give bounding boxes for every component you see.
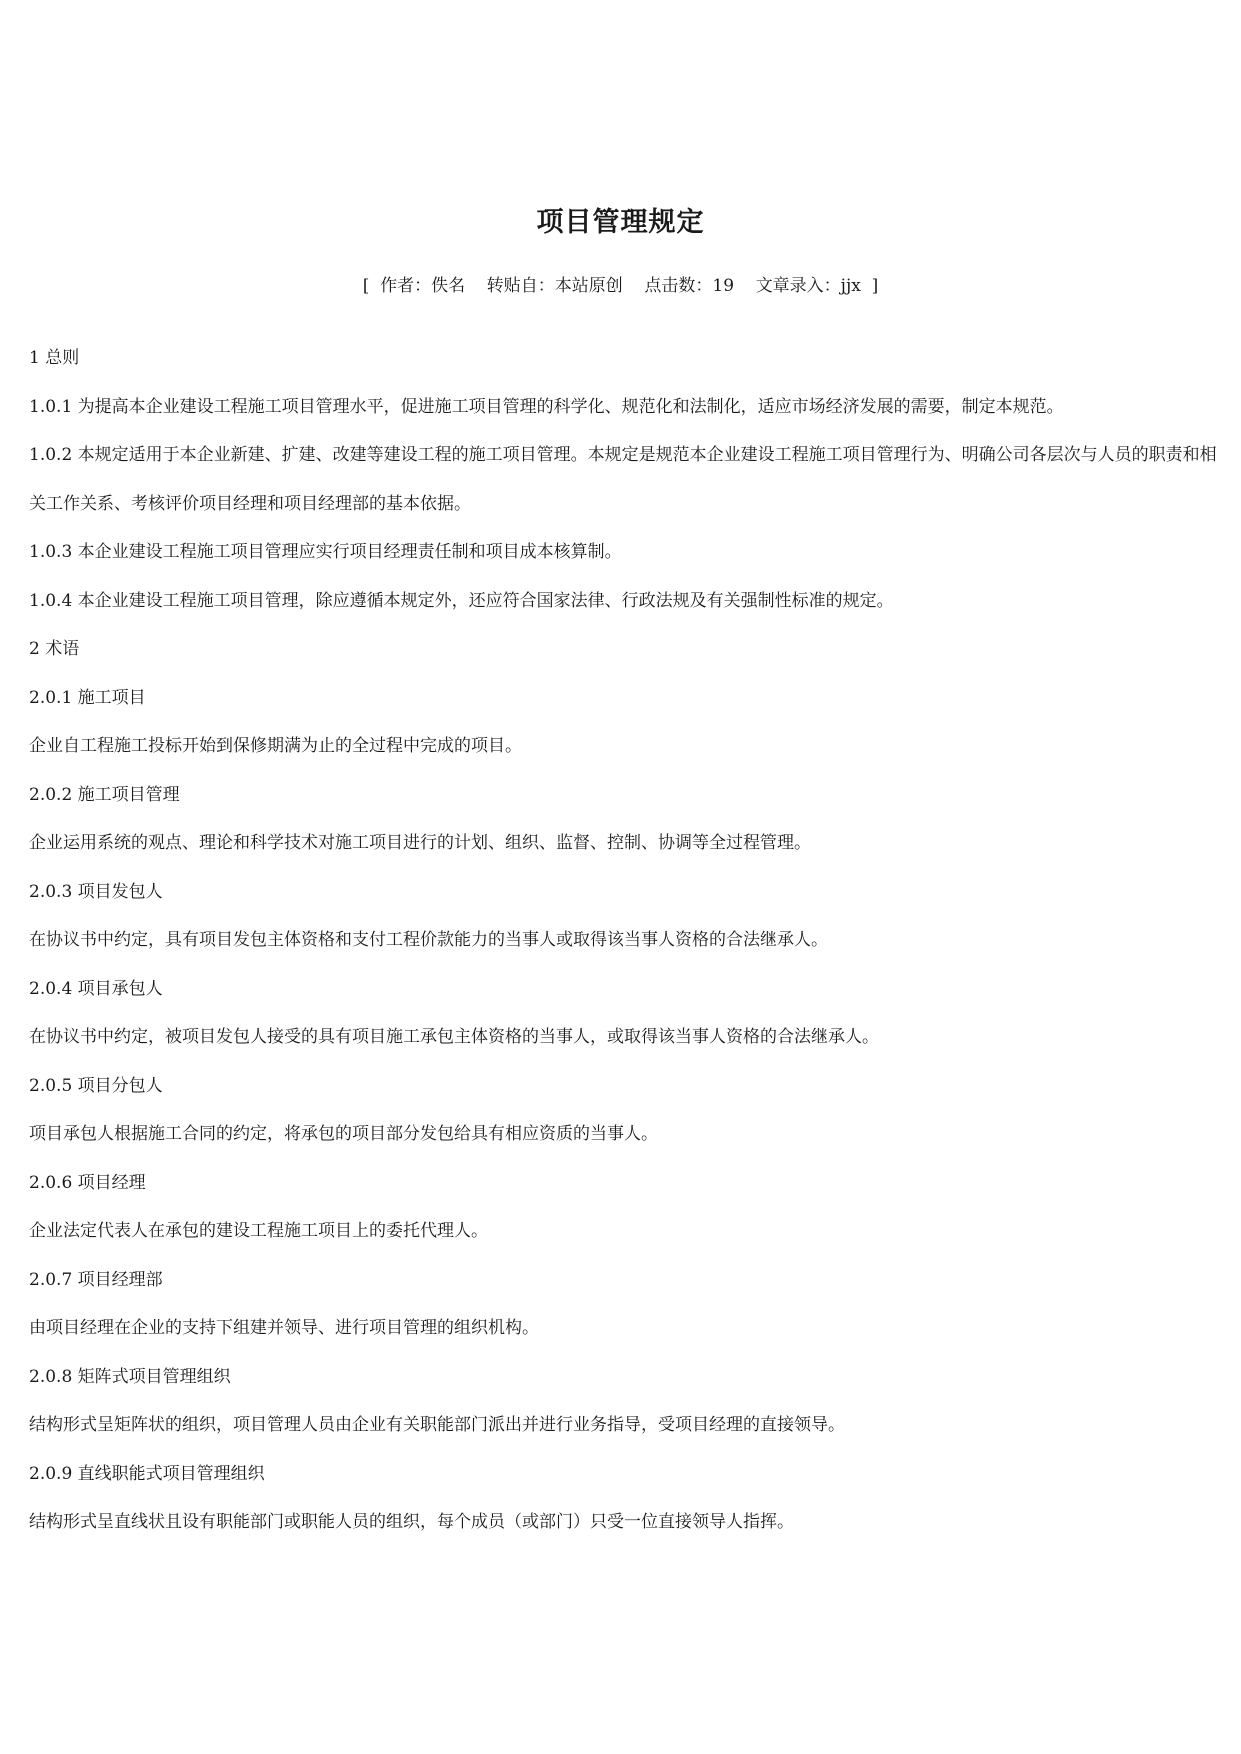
section-heading-terms: 2 术语 <box>29 639 80 659</box>
clause-1-0-2: 1.0.2 本规定适用于本企业新建、扩建、改建等建设工程的施工项目管理。本规定是规范本企业建设工程施工项目管理行为、明确公司各层次与人员的职责和相关工作关系、考核评价项目经理和项目经理部的基本依据。 <box>29 445 1217 514</box>
term-definition-2-0-8: 结构形式呈矩阵状的组织，项目管理人员由企业有关职能部门派出并进行业务指导，受项目经理的直接领导。 <box>29 1415 845 1435</box>
term-heading-2-0-1: 2.0.1 施工项目 <box>29 687 146 708</box>
term-definition-2-0-1: 企业自工程施工投标开始到保修期满为止的全过程中完成的项目。 <box>29 736 522 756</box>
meta-clicks: 点击数：19 <box>644 276 735 296</box>
term-heading-2-0-2: 2.0.2 施工项目管理 <box>29 784 180 805</box>
meta-source: 转贴自：本站原创 <box>486 276 623 296</box>
term-definition-2-0-2: 企业运用系统的观点、理论和科学技术对施工项目进行的计划、组织、监督、控制、协调等全过程管理。 <box>29 833 811 853</box>
term-heading-2-0-3: 2.0.3 项目发包人 <box>29 881 163 902</box>
term-definition-2-0-5: 项目承包人根据施工合同的约定，将承包的项目部分发包给具有相应资质的当事人。 <box>29 1124 658 1144</box>
term-definition-2-0-4: 在协议书中约定，被项目发包人接受的具有项目施工承包主体资格的当事人，或取得该当事人资格的合法继承人。 <box>29 1027 879 1047</box>
clause-1-0-4: 1.0.4 本企业建设工程施工项目管理，除应遵循本规定外，还应符合国家法律、行政法规及有关强制性标准的规定。 <box>29 590 894 611</box>
meta-author: 作者：佚名 <box>380 276 466 296</box>
section-heading-general: 1 总则 <box>29 348 80 368</box>
clause-1-0-1: 1.0.1 为提高本企业建设工程施工项目管理水平，促进施工项目管理的科学化、规范化和法制化，适应市场经济发展的需要，制定本规范。 <box>29 396 1064 417</box>
clause-1-0-3: 1.0.3 本企业建设工程施工项目管理应实行项目经理责任制和项目成本核算制。 <box>29 542 622 562</box>
meta-open-bracket: [ <box>362 276 370 296</box>
article-meta <box>0 274 1241 298</box>
term-definition-2-0-6: 企业法定代表人在承包的建设工程施工项目上的委托代理人。 <box>29 1221 488 1241</box>
term-heading-2-0-4: 2.0.4 项目承包人 <box>29 978 163 999</box>
term-definition-2-0-9: 结构形式呈直线状且设有职能部门或职能人员的组织，每个成员（或部门）只受一位直接领导人指挥。 <box>29 1512 794 1532</box>
term-heading-2-0-7: 2.0.7 项目经理部 <box>29 1269 163 1290</box>
meta-close-bracket: ] <box>871 276 879 296</box>
page-title: 项目管理规定 <box>536 207 705 238</box>
term-definition-2-0-3: 在协议书中约定，具有项目发包主体资格和支付工程价款能力的当事人或取得该当事人资格的合法继承人。 <box>29 930 828 950</box>
document-body <box>29 334 1219 1547</box>
term-heading-2-0-5: 2.0.5 项目分包人 <box>29 1075 163 1096</box>
term-heading-2-0-9: 2.0.9 直线职能式项目管理组织 <box>29 1463 265 1484</box>
meta-editor: 文章录入：jjx <box>755 276 861 296</box>
term-definition-2-0-7: 由项目经理在企业的支持下组建并领导、进行项目管理的组织机构。 <box>29 1318 539 1338</box>
term-heading-2-0-8: 2.0.8 矩阵式项目管理组织 <box>29 1366 231 1387</box>
term-heading-2-0-6: 2.0.6 项目经理 <box>29 1172 146 1193</box>
